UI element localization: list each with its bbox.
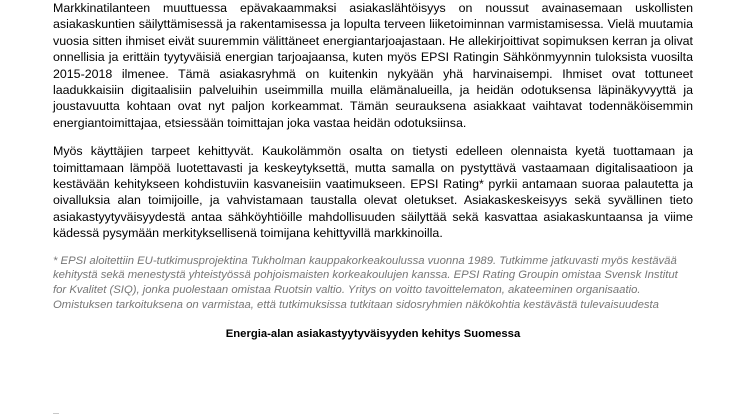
section-heading: Energia-alan asiakastyytyväisyyden kehitys Suomessa: [225, 327, 521, 340]
footnote: * EPSI aloitettiin EU-tutkimusprojektina Tukholman kauppakorkeakoulussa vuonna 1989. Tutkimme jatkuvasti myös kestävää kehitystä sekä menestystä yhteistyössä pohjoismaisten korkeakoulujen kanssa. EPSI Rating Groupin omistaa Svensk Institut for Kvalitet (SIQ), jonka puolestaan omistaa Ruotsin valtio. Yritys on voitto tavoittelematon, akateeminen organisaatio. Omistuksen tarkoituksena on varmistaa, että tutkimuksissa tutkitaan sidosryhmien näkökohtia kestävästä tulevaisuudesta: [53, 254, 678, 311]
body-paragraph-1: Markkinatilanteen muuttuessa epävakaammaksi asiakaslähtöisyys on noussut avainasemaan uskollisten asiakaskuntien säilyttämisessä ja rakentamisessa ja lopulta terveen liiketoiminnan varmistamisessa. Vielä muutamia vuosia sitten ihmiset eivät suuremmin välittäneet energiantarjoajastaan. He allekirjoittivat sopimuksen kerran ja olivat onnellisia ja erittäin tyytyväisiä energian tarjoajaansa, kuten myös EPSI Ratingin Sähkönmyynnin tuloksista vuosilta 2015-2018 ilmenee. Tämä asiakasryhmä on kuitenkin nykyään yhä harvinaisempi. Ihmiset ovat tottuneet laadukkaisiin digitaalisiin palveluihin useimmilla muilla elämänalueilla, ja heidän odotuksensa läpinäkyvyyttä ja joustavuutta kohtaan ovat nyt paljon korkeammat. Tämän seurauksena asiakkaat vaihtavat todennäköisemmin energiantoimittajaa, etsiessään toimittajan joka vastaa heidän odotuksiinsa.: [53, 1, 693, 130]
document-page: [53, 0, 693, 341]
body-paragraph-2: Myös käyttäjien tarpeet kehittyvät. Kaukolämmön osalta on tietysti edelleen olennaista kyetä tuottamaan ja toimittamaan lämpöä luotettavasti ja keskeytyksettä, mutta samalla on pystyttävä vastaamaan digitalisaatioon ja kestävään kehitykseen kohdistuviin kasvaneisiin vaatimukseen. EPSI Rating* pyrkii antamaan suoraa palautetta ja oivalluksia alan toimijoille, ja vahvistamaan taustalla olevat oletukset. Asiakaskeskeisyys sekä syvällinen tieto asiakastyytyväisyydestä antaa sähköyhtiöille mahdollisuuden säilyttää sekä kasvattaa asiakaskuntaansa ja viime kädessä pysymään merkityksellisenä toimijana kehittyvillä markkinoilla.: [53, 144, 693, 241]
